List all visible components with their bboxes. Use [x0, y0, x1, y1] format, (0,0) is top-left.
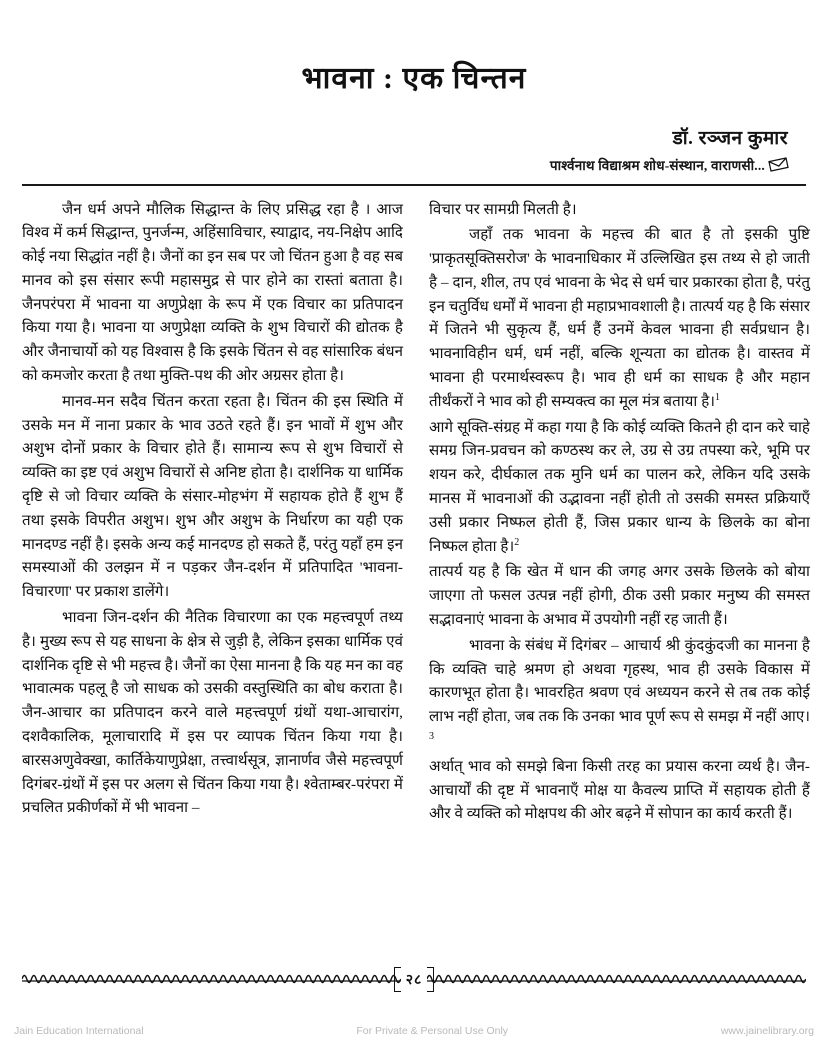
wave-ornament-right	[427, 970, 806, 988]
author-affiliation: पार्श्वनाथ विद्याश्रम शोध-संस्थान, वाराणसी...	[549, 157, 765, 173]
footer-usage-notice: For Private & Personal Use Only	[356, 1025, 509, 1037]
footnote-marker: 2	[514, 536, 520, 548]
paragraph: भावना जिन-दर्शन की नैतिक विचारणा का एक महत्त्वपूर्ण तथ्य है। मुख्य रूप से यह साधना के क्षेत्र से जुड़ी है, लेकिन इसका धार्मिक एवं दार्शनिक दृष्टि से भी महत्त्व है। जैनों का ऐसा मानना है कि यह मन का वह भावात्मक पहलू है जो साधक को उसकी वस्तुस्थिति का बोध कराता है। जैन-आचार का प्रतिपादन करने वाले महत्त्वपूर्ण ग्रंथों यथा-आचारांग, दशवैकालिक, मूलाचारादि में इस पर व्यापक चिंतन किया गया है। बारसअणुवेक्खा, कार्तिकेयाणुप्रेक्षा, तत्त्वार्थसूत्र, ज्ञानार्णव जैसे महत्त्वपूर्ण दिगंबर-ग्रंथों में इस पर अलग से चिंतन किया गया है। श्वेताम्बर-परंपरा में प्रचलित प्रकीर्णकों में भी भावना –	[22, 610, 403, 817]
page-number: २८	[401, 970, 428, 989]
footer-website: www.jainelibrary.org	[720, 1025, 814, 1037]
paragraph-text: जहाँ तक भावना के महत्त्व की बात है तो इसकी पुष्टि 'प्राकृतसूक्तिसरोज' के भावनाधिकार में उल्लिखित इस तथ्य से हो जाती है – दान, शील, तप एवं भावना के भेद से धर्म चार प्रकारका होता है, परंतु इन चतुर्विध धर्मों में भावना ही महाप्रभावशाली है। तात्पर्य यह है कि संसार में जितने भी सुकृत्य हैं, धर्म हैं उनमें केवल भावना ही सर्वप्रधान है। भावनाविहीन धर्म, धर्म नहीं, बल्कि शून्यता का द्योतक है। वास्तव में भावना ही परमार्थस्वरूप है। भाव ही धर्म का साधक है और महान तीर्थंकरों ने भाव को ही सम्यक्त्व का मूल मंत्र बताया है।	[429, 227, 810, 410]
footer-decoration	[22, 968, 806, 990]
column-right	[429, 199, 810, 828]
footnote-marker: 1	[715, 391, 721, 403]
author-block	[0, 124, 828, 174]
title-block	[0, 0, 828, 98]
paragraph	[429, 417, 810, 560]
author-affiliation-row	[0, 156, 788, 174]
paragraph: मानव-मन सदैव चिंतन करता रहता है। चिंतन की इस स्थिति में उसके मन में नाना प्रकार के भाव उठते रहते हैं। इन भावों में शुभ और अशुभ दोनों प्रकार के विचार होते हैं। सामान्य रूप से शुभ विचारों से व्यक्ति का इष्ट एवं अशुभ विचारों से अनिष्ट होता है। दार्शनिक या धार्मिक दृष्टि से जो विचार व्यक्ति के संसार-मोहभंग में सहायक होते हैं शुभ हैं तथा इसके विपरीत अशुभ। शुभ और अशुभ के निर्धारण का यही एक मानदण्ड नहीं है। इसके अन्य कई मानदण्ड हो सकते हैं, परंतु यहाँ हम इन समस्याओं की उलझन में न पड़कर जैन-दर्शन में प्रतिपादित 'भावना-विचारणा' पर प्रकाश डालेंगे।	[22, 393, 403, 601]
paragraph: तात्पर्य यह है कि खेत में धान की जगह अगर उसके छिलके को बोया जाएगा तो फसल उत्पन्न नहीं होगी, ठीक उसी प्रकार मनुष्य की समस्त सद्भावनाएं भावना के अभाव में उपयोगी नहीं रह जाती हैं।	[429, 564, 810, 629]
footnote-marker: 3	[429, 731, 435, 742]
paragraph	[429, 224, 810, 414]
page-title: भावना : एक चिन्तन	[301, 62, 527, 95]
paragraph	[429, 635, 810, 754]
paragraph: अर्थात् भाव को समझे बिना किसी तरह का प्रयास करना व्यर्थ है। जैन-आचार्यों की दृष्ट में भावनाएँ मोक्ष या कैवल्य प्राप्ति में सहायक होती हैं और वे व्यक्ति को मोक्षपथ की ओर बढ़ने में सोपान का कार्य करती हैं।	[429, 758, 810, 823]
body-columns	[0, 186, 828, 828]
column-left	[22, 199, 403, 822]
paragraph-text: भावना के संबंध में दिगंबर – आचार्य श्री कुंदकुंदजी का मानना है कि व्यक्ति चाहे श्रमण हो अथवा गृहस्थ, भाव ही उसके विकास में कारणभूत होता है। भावरहित श्रवण एवं अध्ययन करने से तब तक कोई लाभ नहीं होता, जब तक कि उनका भाव पूर्ण रूप से समझ में नहीं आए।	[429, 637, 810, 726]
author-name: डॉ. रञ्जन कुमार	[672, 127, 788, 149]
paragraph: विचार पर सामग्री मिलती है।	[429, 201, 577, 218]
envelope-icon	[768, 156, 789, 173]
wave-ornament-left	[22, 970, 401, 988]
paragraph-text: आगे सूक्ति-संग्रह में कहा गया है कि कोई व्यक्ति कितने ही दान करे चाहे समग्र जिन-प्रवचन को कण्ठस्थ कर ले, उग्र से उग्र तपस्या करे, भूमि पर शयन करे, दीर्घकाल तक मुनि धर्म का पालन करे, लेकिन यदि उसके मानस में भावनाओं की उद्भावना नहीं होती तो उसकी समस्त प्रक्रियाएँ उसी प्रकार निष्फल होती हैं, जिस प्रकार धान्य के छिलके का बोना निष्फल होता है।	[429, 419, 810, 555]
paragraph: जैन धर्म अपने मौलिक सिद्धान्त के लिए प्रसिद्ध रहा है । आज विश्व में कर्म सिद्धान्त, पुनर्जन्म, अहिंसाविचार, स्याद्वाद, नय-निक्षेप आदि कोई नया सिद्धांत नहीं है। जैनों का इन सब पर जो चिंतन हुआ है वह सब मानव को इस संसार रूपी महासमुद्र से पार होने का रास्तां बताता है। जैनपरंपरा में भावना या अणुप्रेक्षा के रूप में एक विचार का प्रतिपादन किया गया है। भावना या अणुप्रेक्षा व्यक्ति के शुभ विचारों की द्योतक है और जैनाचार्यो को यह विश्वास है कि इसके चिंतन से वह सांसारिक बंधन को कमजोर करता है तथा मुक्ति-पथ की ओर अग्रसर होता है।	[22, 201, 403, 385]
scan-footer	[0, 1022, 828, 1040]
footer-organization: Jain Education International	[14, 1025, 144, 1037]
